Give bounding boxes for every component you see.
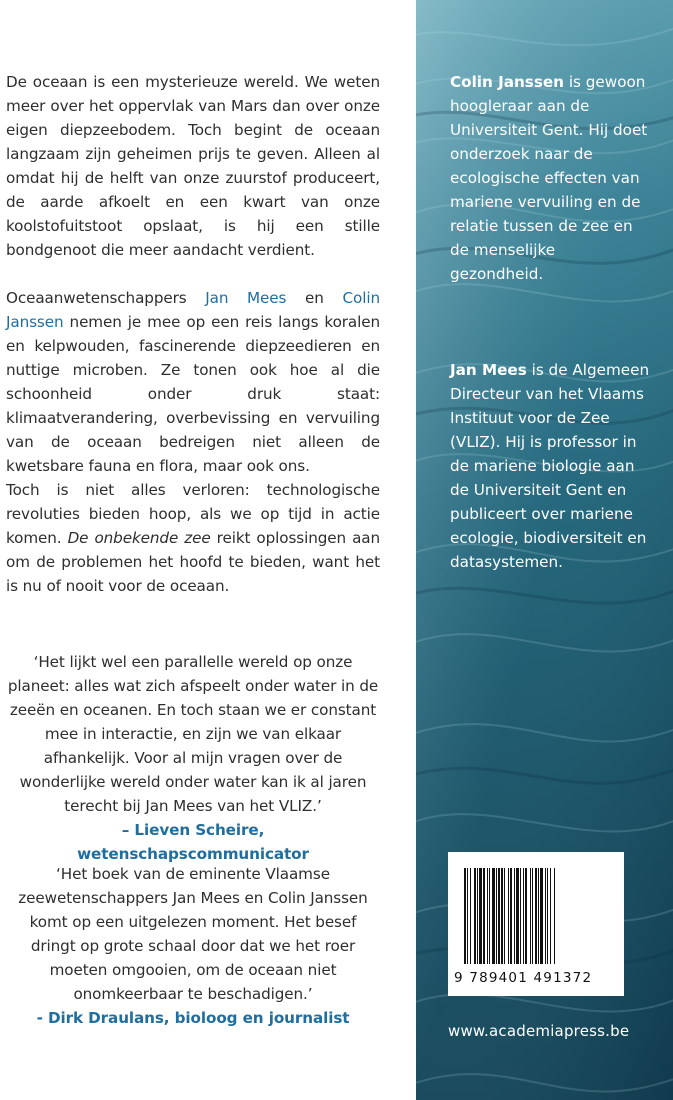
author-name-colin-janssen: Colin Janssen — [6, 289, 380, 331]
barcode-bar — [477, 868, 478, 964]
barcode-bar — [467, 868, 468, 964]
author-bio-2-name: Jan Mees — [450, 361, 527, 379]
endorsement-quote-1 — [6, 650, 380, 866]
barcode-bar — [501, 868, 503, 964]
barcode-bar — [479, 868, 482, 964]
blurb-paragraph-1-text: De oceaan is een mysterieuze wereld. We weten meer over het oppervlak van Mars dan over onze eigen diepzeebodem. Toch begint de oceaan langzaam zijn geheimen prijs te geven. Alleen al omdat hij de helft van onze zuurstof produceert, de aarde afkoelt en een kwart van onze koolstofuitstoot opslaat, is hij een stille bondgenoot die meer aandacht verdient. — [6, 73, 380, 259]
barcode-bar — [554, 868, 555, 964]
author-bio-jan-mees — [450, 358, 650, 574]
book-title-italic: De onbekende zee — [67, 529, 211, 547]
barcode-bar — [530, 868, 531, 964]
barcode-bar — [489, 868, 490, 964]
endorsement-quote-2 — [6, 862, 380, 1030]
isbn-barcode — [448, 852, 624, 996]
blurb-paragraph-1 — [6, 70, 380, 262]
barcode-bar — [496, 868, 497, 964]
author-name-jan-mees: Jan Mees — [205, 289, 287, 307]
endorsement-quote-2-attribution: - Dirk Draulans, bioloog en journalist — [36, 1009, 350, 1027]
barcode-bar — [523, 868, 524, 964]
barcode-bar — [516, 868, 519, 964]
author-bio-1-name: Colin Janssen — [450, 73, 564, 91]
barcode-bar — [510, 868, 512, 964]
endorsement-quote-1-attribution: – Lieven Scheire, wetenschapscommunicator — [77, 821, 309, 863]
barcode-bar — [504, 868, 505, 964]
blurb-paragraph-2-suffix: nemen je mee op een reis langs koralen en kelpwouden, fascinerende diepzeedieren en nuttige microben. Ze tonen ook hoe al die schoonheid onder druk staat: klimaatverandering, overbevissing en vervuiling van de oceaan bedreigen niet alleen de kwetsbare fauna en flora, maar ook ons. — [6, 313, 380, 475]
barcode-bar — [483, 868, 485, 964]
barcode-bar — [532, 868, 533, 964]
barcode-bar — [508, 868, 509, 964]
blurb-paragraph-3-suffix: reikt oplossingen aan om de problemen het hoofd te bieden, want het is nu of nooit voor de oceaan. — [6, 529, 381, 595]
barcode-bar — [492, 868, 495, 964]
blurb-paragraph-3-prefix: Toch is niet alles verloren: technologische revoluties bieden hoop, als we op tijd in actie komen. — [6, 481, 380, 547]
isbn-number: 9 789401 491372 — [454, 970, 593, 986]
barcode-bar — [464, 868, 466, 964]
barcode-bar — [538, 868, 539, 964]
endorsement-quote-2-text: ‘Het boek van de eminente Vlaamse zeewetenschappers Jan Mees en Colin Janssen komt op een uitgelezen moment. Het besef dringt op grote schaal door dat we het roer moeten omgooien, om de oceaan niet onomkeerbaar te beschadigen.’ — [18, 865, 368, 1003]
barcode-bar — [540, 868, 543, 964]
barcode-bar — [520, 868, 521, 964]
barcode-bar — [525, 868, 527, 964]
barcode-bar — [487, 868, 488, 964]
barcode-bar — [474, 868, 476, 964]
barcode-bar — [498, 868, 500, 964]
ocean-image-panel — [416, 0, 673, 1100]
publisher-website: www.academiapress.be — [448, 1022, 630, 1040]
author-bio-1-text: is gewoon hoogleraar aan de Universiteit Gent. Hij doet onderzoek naar de ecologische effecten van mariene vervuiling en de relatie tussen de zee en de menselijke gezondheid. — [450, 73, 648, 283]
blurb-paragraph-2-conjunction: en — [286, 289, 343, 307]
barcode-bar — [470, 868, 471, 964]
blurb-paragraph-3 — [6, 478, 380, 598]
barcode-bar — [535, 868, 537, 964]
author-bio-colin-janssen — [450, 70, 650, 286]
blurb-paragraph-2 — [6, 286, 380, 478]
blurb-paragraph-2-prefix: Oceaanwetenschappers — [6, 289, 206, 307]
barcode-bar — [550, 868, 551, 964]
barcode-bar — [545, 868, 546, 964]
barcode-bar — [514, 868, 515, 964]
endorsement-quote-1-text: ‘Het lijkt wel een parallelle wereld op onze planeet: alles wat zich afspeelt onder water in de zeeën en oceanen. En toch staan we er constant mee in interactie, en zijn we van elkaar afhankelijk. Voor al mijn vragen over de wonderlijke wereld onder water kan ik al jaren terecht bij Jan Mees van het VLIZ.’ — [7, 653, 379, 815]
author-bio-2-text: is de Algemeen Directeur van het Vlaams Instituut voor de Zee (VLIZ). Hij is professor in de mariene biologie aan de Universiteit Gent en publiceert over mariene ecologie, biodiversiteit en datasystemen. — [450, 361, 650, 571]
barcode-bar — [547, 868, 548, 964]
